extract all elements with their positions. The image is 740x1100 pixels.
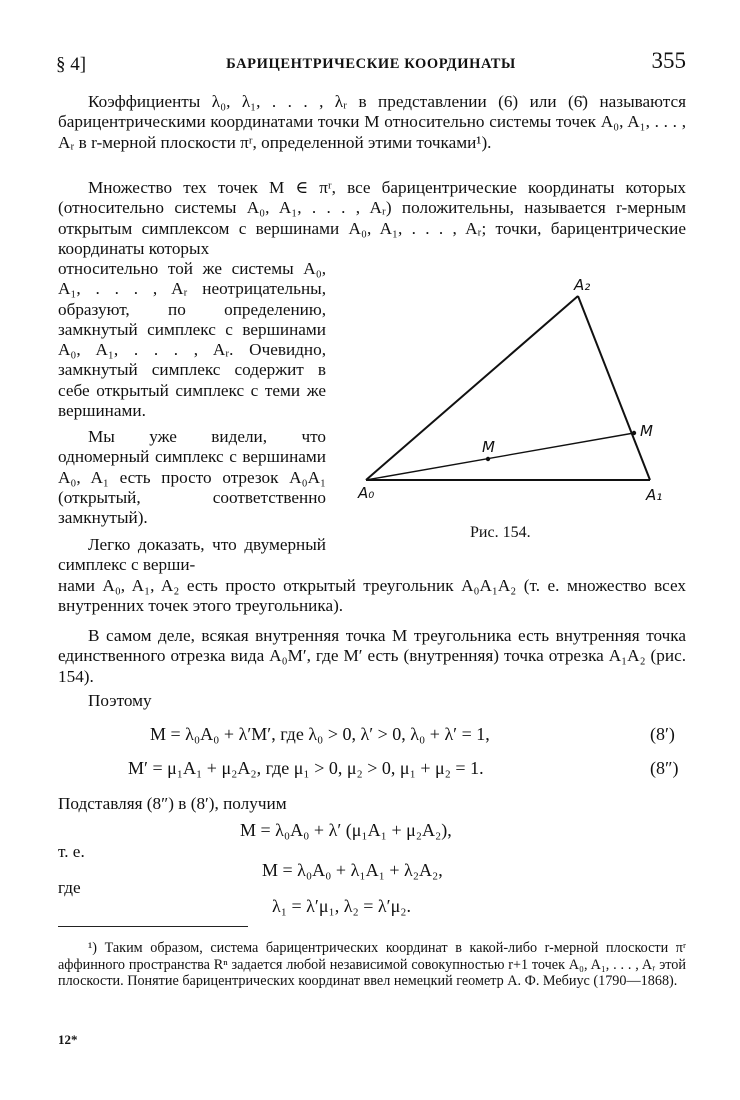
equation-substituted: M = λ₀A₀ + λ′ (μ₁A₁ + μ₂A₂),	[240, 820, 452, 840]
paragraph-therefore: Поэтому	[88, 691, 152, 710]
segment-a0-mprime	[366, 433, 634, 480]
paragraph-one-dimensional-simplex: Мы уже видели, что одномерный симплекс с вершинами A₀, A₁ есть просто отрезок A₀A₁ (открытый, соответственно замкнутый).	[58, 427, 326, 528]
page-number: 355	[651, 48, 686, 73]
label-a1: A₁	[646, 486, 663, 504]
paragraph-two-dimensional-simplex: Легко доказать, что двумерный симплекс с верши-	[58, 535, 326, 575]
point-m	[486, 457, 490, 461]
paragraph-proof: В самом деле, всякая внутренняя точка M треугольника есть внутренняя точка единственного отрезка вида A₀M′, где M′ есть (внутренняя) точка отрезка A₁A₂ (рис. 154).	[58, 626, 686, 686]
signature-mark: 12*	[58, 1032, 78, 1047]
section-number: § 4]	[56, 54, 87, 75]
paragraph-definition-barycentric: Коэффициенты λ₀, λ₁, . . . , λᵣ в представлении (6) или (6̄) называются барицентрическими координатами точки M относительно системы точек A₀, A₁, . . . , Aᵣ в r-мерной плоскости πʳ, определенной этими точками¹).	[58, 92, 686, 152]
running-header	[56, 48, 686, 78]
paragraph-open-simplex: Множество тех точек M ∈ πʳ, все барицентрические координаты которых (относительно системы A₀, A₁, . . . , Aᵣ) положительны, называется r-мерным открытым симплексом с вершинами A₀, A₁, . . . , Aᵣ; точки, барицентрические координаты которых	[58, 178, 686, 258]
equation-number-8-double-prime: (8″)	[650, 758, 679, 778]
edge-a0-a2	[366, 296, 578, 480]
equation-lambdas: λ₁ = λ′μ₁, λ₂ = λ′μ₂.	[272, 896, 411, 916]
te-text: т. е.	[58, 842, 85, 861]
footnote-rule	[58, 926, 248, 927]
figure-caption: Рис. 154.	[470, 524, 531, 541]
paragraph-closed-simplex: относительно той же системы A₀, A₁, . . . , Aᵣ неотрицательны, образуют, по определению, замкнутый симплекс с вершинами A₀, A₁, . . . , Aᵣ. Очевидно, замкнутый симплекс содержит в себе открытый симплекс с теми же вершинами.	[58, 259, 326, 421]
equation-8-double-prime: M′ = μ₁A₁ + μ₂A₂, где μ₁ > 0, μ₂ > 0, μ₁ + μ₂ = 1.	[128, 758, 484, 778]
figure-triangle	[340, 276, 700, 516]
footnote: ¹) Таким образом, система барицентрических координат в какой-либо r-мерной плоскости πʳ аффинного пространства Rⁿ задается любой независимой совокупностью r+1 точек A₀, A₁, . . . , Aᵣ этой плоскости. Понятие барицентрических координат ввел немецкий геометр А. Ф. Мебиус (1790—1868).	[58, 940, 686, 990]
label-a2: A₂	[574, 276, 591, 294]
substitution-text: Подставляя (8″) в (8′), получим	[58, 794, 287, 813]
triangle-diagram	[340, 276, 700, 516]
equation-8-prime: M = λ₀A₀ + λ′M′, где λ₀ > 0, λ′ > 0, λ₀ + λ′ = 1,	[150, 724, 490, 744]
equation-number-8-prime: (8′)	[650, 724, 675, 744]
paragraph-two-dimensional-simplex-cont: нами A₀, A₁, A₂ есть просто открытый треугольник A₀A₁A₂ (т. е. множество всех внутренних точек этого треугольника).	[58, 576, 686, 616]
point-mprime	[632, 431, 636, 435]
label-m: M	[482, 438, 495, 456]
equation-result: M = λ₀A₀ + λ₁A₁ + λ₂A₂,	[262, 860, 443, 880]
label-mprime: M	[640, 422, 653, 440]
edge-a2-a1	[578, 296, 650, 480]
running-title: БАРИЦЕНТРИЧЕСКИЕ КООРДИНАТЫ	[226, 56, 516, 72]
label-a0: A₀	[358, 484, 375, 502]
where-text: где	[58, 878, 81, 897]
